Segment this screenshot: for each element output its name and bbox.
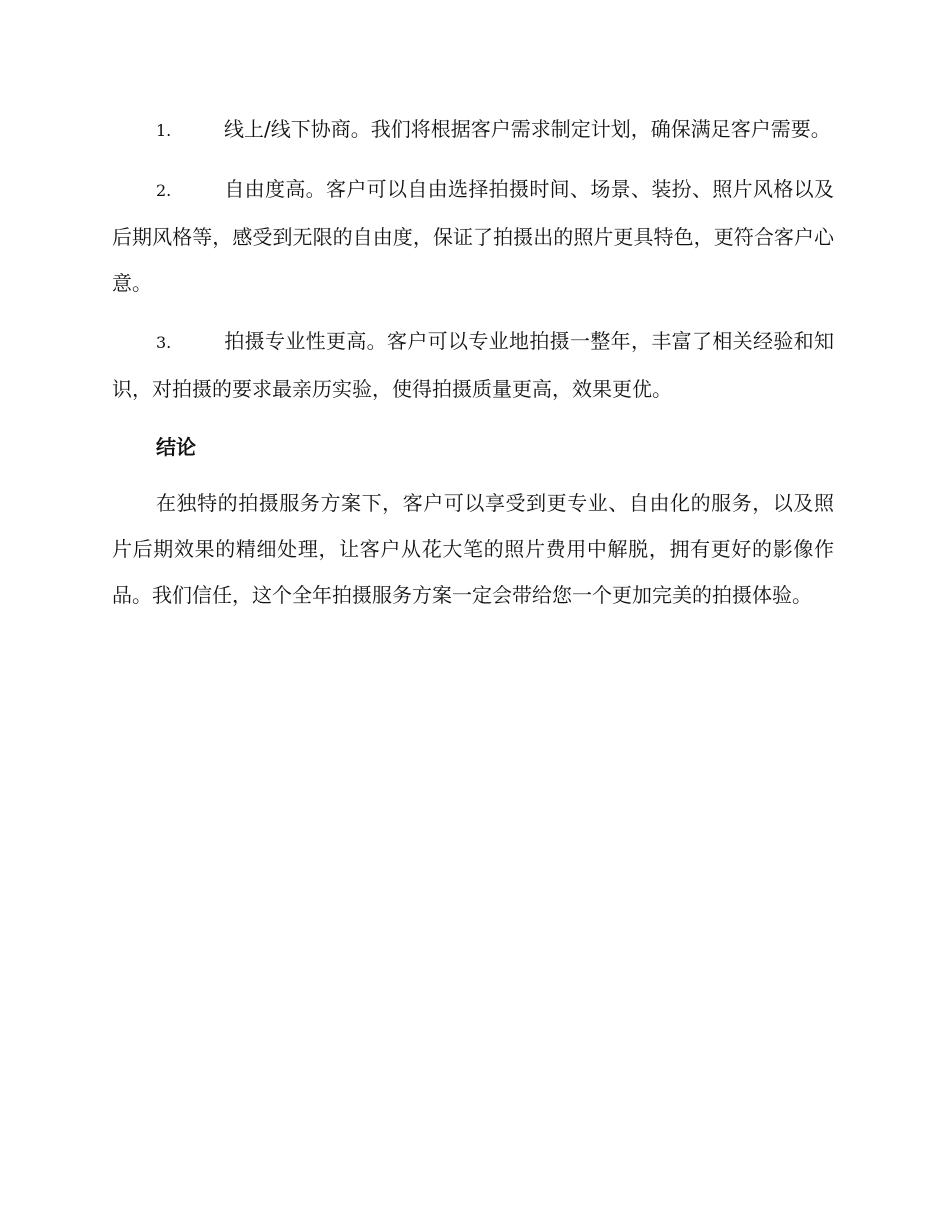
list-item-text: 线上/线下协商。我们将根据客户需求制定计划，确保满足客户需要。 (224, 117, 831, 141)
list-item-1 (112, 106, 834, 154)
list-number: 2. (156, 181, 172, 200)
list-item-text: 自由度高。客户可以自由选择拍摄时间、场景、装扮、照片风格以及后期风格等，感受到无限的自由度，保证了拍摄出的照片更具特色，更符合客户心意。 (112, 177, 834, 295)
conclusion-paragraph: 在独特的拍摄服务方案下，客户可以享受到更专业、自由化的服务，以及照片后期效果的精细处理，让客户从花大笔的照片费用中解脱，拥有更好的影像作品。我们信任，这个全年拍摄服务方案一定会带给您一个更加完美的拍摄体验。 (112, 491, 834, 607)
conclusion-heading: 结论 (156, 435, 196, 459)
list-item-3 (112, 318, 834, 412)
list-item-text: 拍摄专业性更高。客户可以专业地拍摄一整年，丰富了相关经验和知识，对拍摄的要求最亲历实验，使得拍摄质量更高，效果更优。 (112, 329, 834, 401)
list-number: 3. (156, 333, 172, 352)
list-item-2 (112, 166, 834, 306)
list-number: 1. (156, 121, 172, 140)
document-page (112, 106, 834, 618)
